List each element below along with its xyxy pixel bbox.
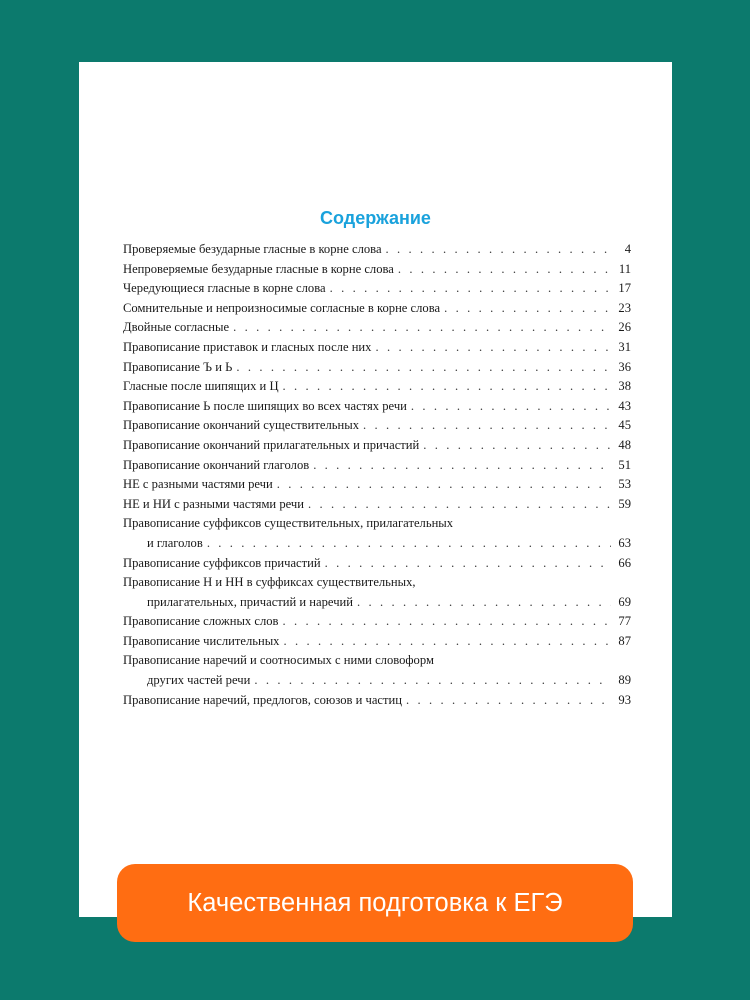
toc-page-number: 26 xyxy=(618,320,631,335)
toc-entry xyxy=(123,475,631,495)
toc-page-number: 11 xyxy=(618,261,631,276)
toc-entry-title: Правописание наречий и соотносимых с ними словоформ xyxy=(123,653,434,668)
toc-page-number: 69 xyxy=(618,594,631,609)
dot-leader xyxy=(363,416,611,436)
dot-leader xyxy=(357,593,611,613)
toc-entry-title: Правописание Н и НН в суффиксах существительных, xyxy=(123,575,416,590)
toc-entry-title: Правописание суффиксов существительных, прилагательных xyxy=(123,516,454,531)
toc-entry-title: Чередующиеся гласные в корне слова xyxy=(123,281,326,296)
dot-leader xyxy=(207,534,611,554)
toc-entry xyxy=(123,377,631,397)
toc-page-number: 59 xyxy=(618,496,631,511)
toc-entry-title: Правописание суффиксов причастий xyxy=(123,555,321,570)
toc-page-number: 51 xyxy=(618,457,631,472)
toc-entry xyxy=(123,279,631,299)
toc-entry xyxy=(123,573,631,612)
toc-entry xyxy=(123,612,631,632)
toc-entry xyxy=(123,456,631,476)
toc-entry-title: Правописание наречий, предлогов, союзов и частиц xyxy=(123,692,402,707)
dot-leader xyxy=(411,397,611,417)
toc-entry xyxy=(123,651,631,690)
dot-leader xyxy=(444,299,611,319)
toc-entry-title: Правописание Ъ и Ь xyxy=(123,359,233,374)
toc-entry xyxy=(123,416,631,436)
toc-page-number: 17 xyxy=(618,281,631,296)
toc-entry-title: Правописание окончаний глаголов xyxy=(123,457,310,472)
toc-entry xyxy=(123,514,631,553)
toc-page-number: 48 xyxy=(618,437,631,452)
dot-leader xyxy=(283,377,611,397)
toc-entry-title: Правописание окончаний существительных xyxy=(123,418,359,433)
toc-entry xyxy=(123,338,631,358)
toc-entry-title: Гласные после шипящих и Ц xyxy=(123,379,279,394)
toc-entry xyxy=(123,691,631,711)
toc-entry xyxy=(123,358,631,378)
toc-entry xyxy=(123,260,631,280)
dot-leader xyxy=(254,671,611,691)
toc-entry-title: Двойные согласные xyxy=(123,320,230,335)
toc-entry xyxy=(123,632,631,652)
dot-leader xyxy=(398,260,611,280)
dot-leader xyxy=(283,632,611,652)
dot-leader xyxy=(375,338,611,358)
toc-page-number: 36 xyxy=(618,359,631,374)
toc-title: Содержание xyxy=(320,208,431,228)
toc-page-number: 53 xyxy=(618,477,631,492)
toc-page-number: 66 xyxy=(618,555,631,570)
toc-entry xyxy=(123,318,631,338)
dot-leader xyxy=(406,691,611,711)
dot-leader xyxy=(277,475,611,495)
toc-entry-title-continuation: других частей речи xyxy=(147,673,251,688)
toc-entry-title: НЕ с разными частями речи xyxy=(123,477,273,492)
toc-entry-title: Проверяемые безударные гласные в корне слова xyxy=(123,242,382,256)
dot-leader xyxy=(308,495,611,515)
dot-leader xyxy=(313,456,611,476)
book-page xyxy=(79,62,672,917)
toc-page-number: 93 xyxy=(618,692,631,707)
toc-entry-title: Непроверяемые безударные гласные в корне слова xyxy=(123,261,394,276)
toc-page-number: 43 xyxy=(618,398,631,413)
promo-banner: Качественная подготовка к ЕГЭ xyxy=(117,864,633,942)
toc-page-number: 45 xyxy=(618,418,631,433)
toc-entry xyxy=(123,495,631,515)
toc-entry-title: Правописание приставок и гласных после них xyxy=(123,339,372,354)
dot-leader xyxy=(236,358,611,378)
table-of-contents xyxy=(123,240,631,710)
toc-page-number: 31 xyxy=(618,339,631,354)
toc-entry-title-continuation: и глаголов xyxy=(147,535,203,550)
toc-entry-title: Сомнительные и непроизносимые согласные в корне слова xyxy=(123,300,441,315)
dot-leader xyxy=(325,554,611,574)
toc-entry-title: НЕ и НИ с разными частями речи xyxy=(123,496,304,511)
toc-entry xyxy=(123,436,631,456)
toc-page-number: 38 xyxy=(618,379,631,394)
toc-page-number: 87 xyxy=(618,633,631,648)
toc-page-number: 89 xyxy=(618,673,631,688)
toc-entry xyxy=(123,397,631,417)
toc-entry-title: Правописание Ь после шипящих во всех частях речи xyxy=(123,398,407,413)
dot-leader xyxy=(233,318,611,338)
toc-page-number: 77 xyxy=(618,614,631,629)
toc-page-number: 23 xyxy=(618,300,631,315)
toc-entry xyxy=(123,554,631,574)
toc-entry-title-continuation: прилагательных, причастий и наречий xyxy=(147,594,354,609)
toc-entry-title: Правописание окончаний прилагательных и причастий xyxy=(123,437,420,452)
toc-page-number: 4 xyxy=(624,242,631,256)
toc-page-number: 63 xyxy=(618,535,631,550)
dot-leader xyxy=(283,612,612,632)
toc-entry-title: Правописание числительных xyxy=(123,633,280,648)
toc-entry xyxy=(123,240,631,260)
dot-leader xyxy=(423,436,611,456)
dot-leader xyxy=(330,279,611,299)
toc-entry xyxy=(123,299,631,319)
dot-leader xyxy=(386,240,611,260)
toc-entry-title: Правописание сложных слов xyxy=(123,614,279,629)
